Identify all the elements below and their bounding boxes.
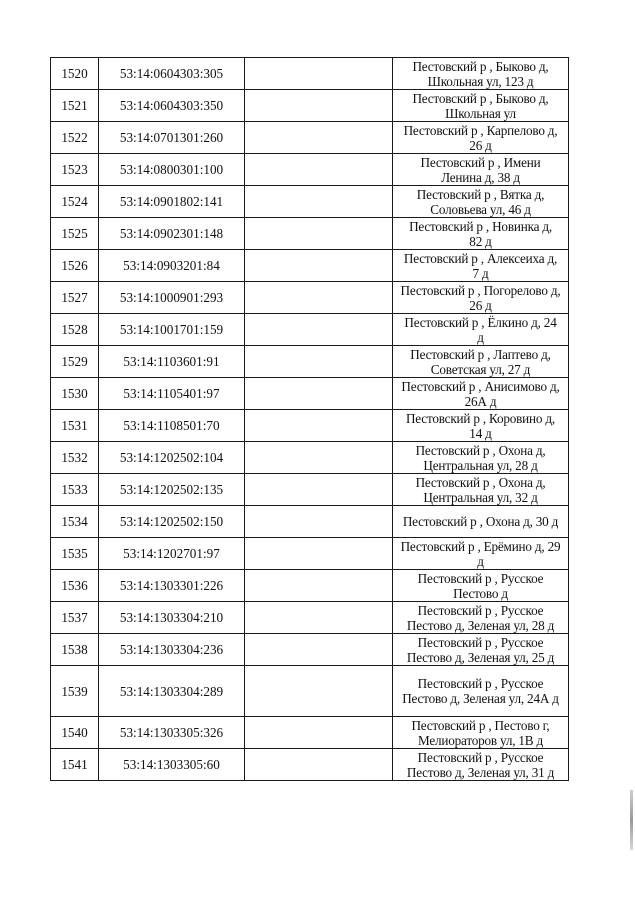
address-line: Школьная ул — [445, 105, 516, 121]
address-line: Пестовский р , Русское — [417, 676, 544, 691]
row-number: 1541 — [51, 749, 99, 781]
address-cell — [393, 218, 569, 250]
row-number: 1520 — [51, 58, 99, 90]
table-row — [51, 717, 569, 749]
address-line: Пестовский р , Охона д, — [415, 474, 546, 490]
address-cell — [393, 410, 569, 442]
empty-cell — [245, 666, 393, 717]
address-line: Пестово д, Зеленая ул, 24А д — [402, 691, 559, 706]
scan-edge-mark — [630, 790, 633, 850]
address-line: Пестовский р , Лаптево д, — [410, 346, 551, 362]
cadastral-number: 53:14:1303304:210 — [99, 602, 245, 634]
empty-cell — [245, 634, 393, 666]
address-cell — [393, 250, 569, 282]
row-number: 1536 — [51, 570, 99, 602]
address-line: Пестово д, Зеленая ул, 28 д — [406, 617, 555, 633]
address-line: 26А д — [464, 393, 497, 409]
row-number: 1530 — [51, 378, 99, 410]
table-row — [51, 410, 569, 442]
cadastral-number: 53:14:0901802:141 — [99, 186, 245, 218]
address-line: 14 д — [469, 425, 492, 441]
address-line: д — [477, 329, 484, 345]
cadastral-number: 53:14:1303305:60 — [99, 749, 245, 781]
address-line: Пестовский р , Ерёмино д, 29 — [400, 538, 561, 554]
address-line: Пестовский р , Охона д, 30 д — [402, 514, 559, 529]
address-line: Пестовский р , Вятка д, — [416, 186, 545, 202]
registry-table — [50, 57, 569, 781]
address-cell — [393, 634, 569, 666]
row-number: 1538 — [51, 634, 99, 666]
empty-cell — [245, 474, 393, 506]
address-line: Пестовский р , Карпелово д, — [403, 122, 558, 138]
table-row — [51, 442, 569, 474]
table-row — [51, 122, 569, 154]
address-cell — [393, 666, 569, 717]
address-line: 7 д — [472, 265, 489, 281]
table-row — [51, 474, 569, 506]
address-line: Соловьева ул, 46 д — [430, 201, 531, 217]
address-line: Советская ул, 27 д — [430, 361, 531, 377]
table-row — [51, 570, 569, 602]
address-line: Пестовский р , Быково д, — [412, 58, 549, 74]
cadastral-number: 53:14:1202701:97 — [99, 538, 245, 570]
table-row — [51, 186, 569, 218]
address-line: Пестовский р , Пестово г, — [411, 717, 550, 733]
empty-cell — [245, 90, 393, 122]
address-line: Пестово д, Зеленая ул, 25 д — [406, 649, 555, 665]
row-number: 1531 — [51, 410, 99, 442]
address-cell — [393, 538, 569, 570]
empty-cell — [245, 346, 393, 378]
empty-cell — [245, 749, 393, 781]
address-cell — [393, 717, 569, 749]
address-line: Пестовский р , Русское — [417, 634, 544, 650]
address-cell — [393, 186, 569, 218]
cadastral-number: 53:14:1303304:289 — [99, 666, 245, 717]
address-line: Пестовский р , Быково д, — [412, 90, 549, 106]
cadastral-number: 53:14:1303305:326 — [99, 717, 245, 749]
cadastral-number: 53:14:1202502:104 — [99, 442, 245, 474]
address-cell — [393, 506, 569, 538]
empty-cell — [245, 250, 393, 282]
table-row — [51, 634, 569, 666]
address-line: Пестовский р , Погорелово д, — [400, 282, 561, 298]
row-number: 1521 — [51, 90, 99, 122]
empty-cell — [245, 570, 393, 602]
table-row — [51, 154, 569, 186]
table-row — [51, 282, 569, 314]
table-row — [51, 218, 569, 250]
address-line: Пестовский р , Охона д, — [415, 442, 546, 458]
row-number: 1523 — [51, 154, 99, 186]
address-line: Пестовский р , Новинка д, — [409, 218, 552, 234]
address-line: Пестовский р , Алексеиха д, — [403, 250, 558, 266]
address-line: д — [477, 553, 484, 569]
row-number: 1533 — [51, 474, 99, 506]
table-row — [51, 749, 569, 781]
empty-cell — [245, 186, 393, 218]
address-cell — [393, 58, 569, 90]
address-line: Центральная ул, 28 д — [423, 457, 538, 473]
row-number: 1528 — [51, 314, 99, 346]
row-number: 1535 — [51, 538, 99, 570]
address-cell — [393, 314, 569, 346]
cadastral-number: 53:14:0800301:100 — [99, 154, 245, 186]
address-cell — [393, 570, 569, 602]
cadastral-number: 53:14:1000901:293 — [99, 282, 245, 314]
registry-table-body — [51, 58, 569, 781]
row-number: 1537 — [51, 602, 99, 634]
table-row — [51, 346, 569, 378]
address-line: 26 д — [469, 137, 492, 153]
empty-cell — [245, 602, 393, 634]
address-line: Центральная ул, 32 д — [423, 489, 538, 505]
row-number: 1522 — [51, 122, 99, 154]
address-line: Школьная ул, 123 д — [427, 73, 534, 89]
row-number: 1526 — [51, 250, 99, 282]
empty-cell — [245, 122, 393, 154]
cadastral-number: 53:14:1001701:159 — [99, 314, 245, 346]
address-line: Ленина д, 38 д — [441, 169, 520, 185]
cadastral-number: 53:14:0902301:148 — [99, 218, 245, 250]
cadastral-number: 53:14:1303301:226 — [99, 570, 245, 602]
empty-cell — [245, 58, 393, 90]
row-number: 1529 — [51, 346, 99, 378]
cadastral-number: 53:14:0604303:305 — [99, 58, 245, 90]
row-number: 1540 — [51, 717, 99, 749]
table-row — [51, 506, 569, 538]
row-number: 1524 — [51, 186, 99, 218]
address-cell — [393, 346, 569, 378]
table-row — [51, 314, 569, 346]
address-cell — [393, 90, 569, 122]
empty-cell — [245, 717, 393, 749]
cadastral-number: 53:14:1202502:150 — [99, 506, 245, 538]
address-cell — [393, 442, 569, 474]
address-line: Пестово д, Зеленая ул, 31 д — [406, 764, 555, 780]
empty-cell — [245, 378, 393, 410]
empty-cell — [245, 282, 393, 314]
cadastral-number: 53:14:1303304:236 — [99, 634, 245, 666]
address-line: Пестовский р , Анисимово д, — [401, 378, 560, 394]
row-number: 1532 — [51, 442, 99, 474]
address-cell — [393, 282, 569, 314]
address-line: Пестовский р , Русское — [417, 570, 544, 586]
address-line: Пестовский р , Русское — [417, 749, 544, 765]
row-number: 1534 — [51, 506, 99, 538]
row-number: 1539 — [51, 666, 99, 717]
cadastral-number: 53:14:0701301:260 — [99, 122, 245, 154]
address-cell — [393, 122, 569, 154]
address-line: 26 д — [469, 297, 492, 313]
cadastral-number: 53:14:1103601:91 — [99, 346, 245, 378]
empty-cell — [245, 218, 393, 250]
empty-cell — [245, 314, 393, 346]
address-line: Пестовский р , Коровино д, — [405, 410, 555, 426]
address-cell — [393, 602, 569, 634]
address-line: 82 д — [469, 233, 492, 249]
empty-cell — [245, 538, 393, 570]
cadastral-number: 53:14:0604303:350 — [99, 90, 245, 122]
address-line: Пестово д — [453, 585, 508, 601]
empty-cell — [245, 506, 393, 538]
address-line: Мелиораторов ул, 1В д — [417, 732, 544, 748]
cadastral-number: 53:14:0903201:84 — [99, 250, 245, 282]
table-row — [51, 666, 569, 717]
table-row — [51, 538, 569, 570]
row-number: 1527 — [51, 282, 99, 314]
address-line: Пестовский р , Ёлкино д, 24 — [404, 314, 557, 330]
address-cell — [393, 474, 569, 506]
address-cell — [393, 749, 569, 781]
row-number: 1525 — [51, 218, 99, 250]
table-row — [51, 250, 569, 282]
table-row — [51, 378, 569, 410]
empty-cell — [245, 154, 393, 186]
address-cell — [393, 378, 569, 410]
table-row — [51, 602, 569, 634]
cadastral-number: 53:14:1108501:70 — [99, 410, 245, 442]
address-line: Пестовский р , Имени — [420, 154, 541, 170]
table-row — [51, 58, 569, 90]
empty-cell — [245, 410, 393, 442]
cadastral-number: 53:14:1202502:135 — [99, 474, 245, 506]
address-cell — [393, 154, 569, 186]
address-line: Пестовский р , Русское — [417, 602, 544, 618]
empty-cell — [245, 442, 393, 474]
cadastral-number: 53:14:1105401:97 — [99, 378, 245, 410]
table-row — [51, 90, 569, 122]
